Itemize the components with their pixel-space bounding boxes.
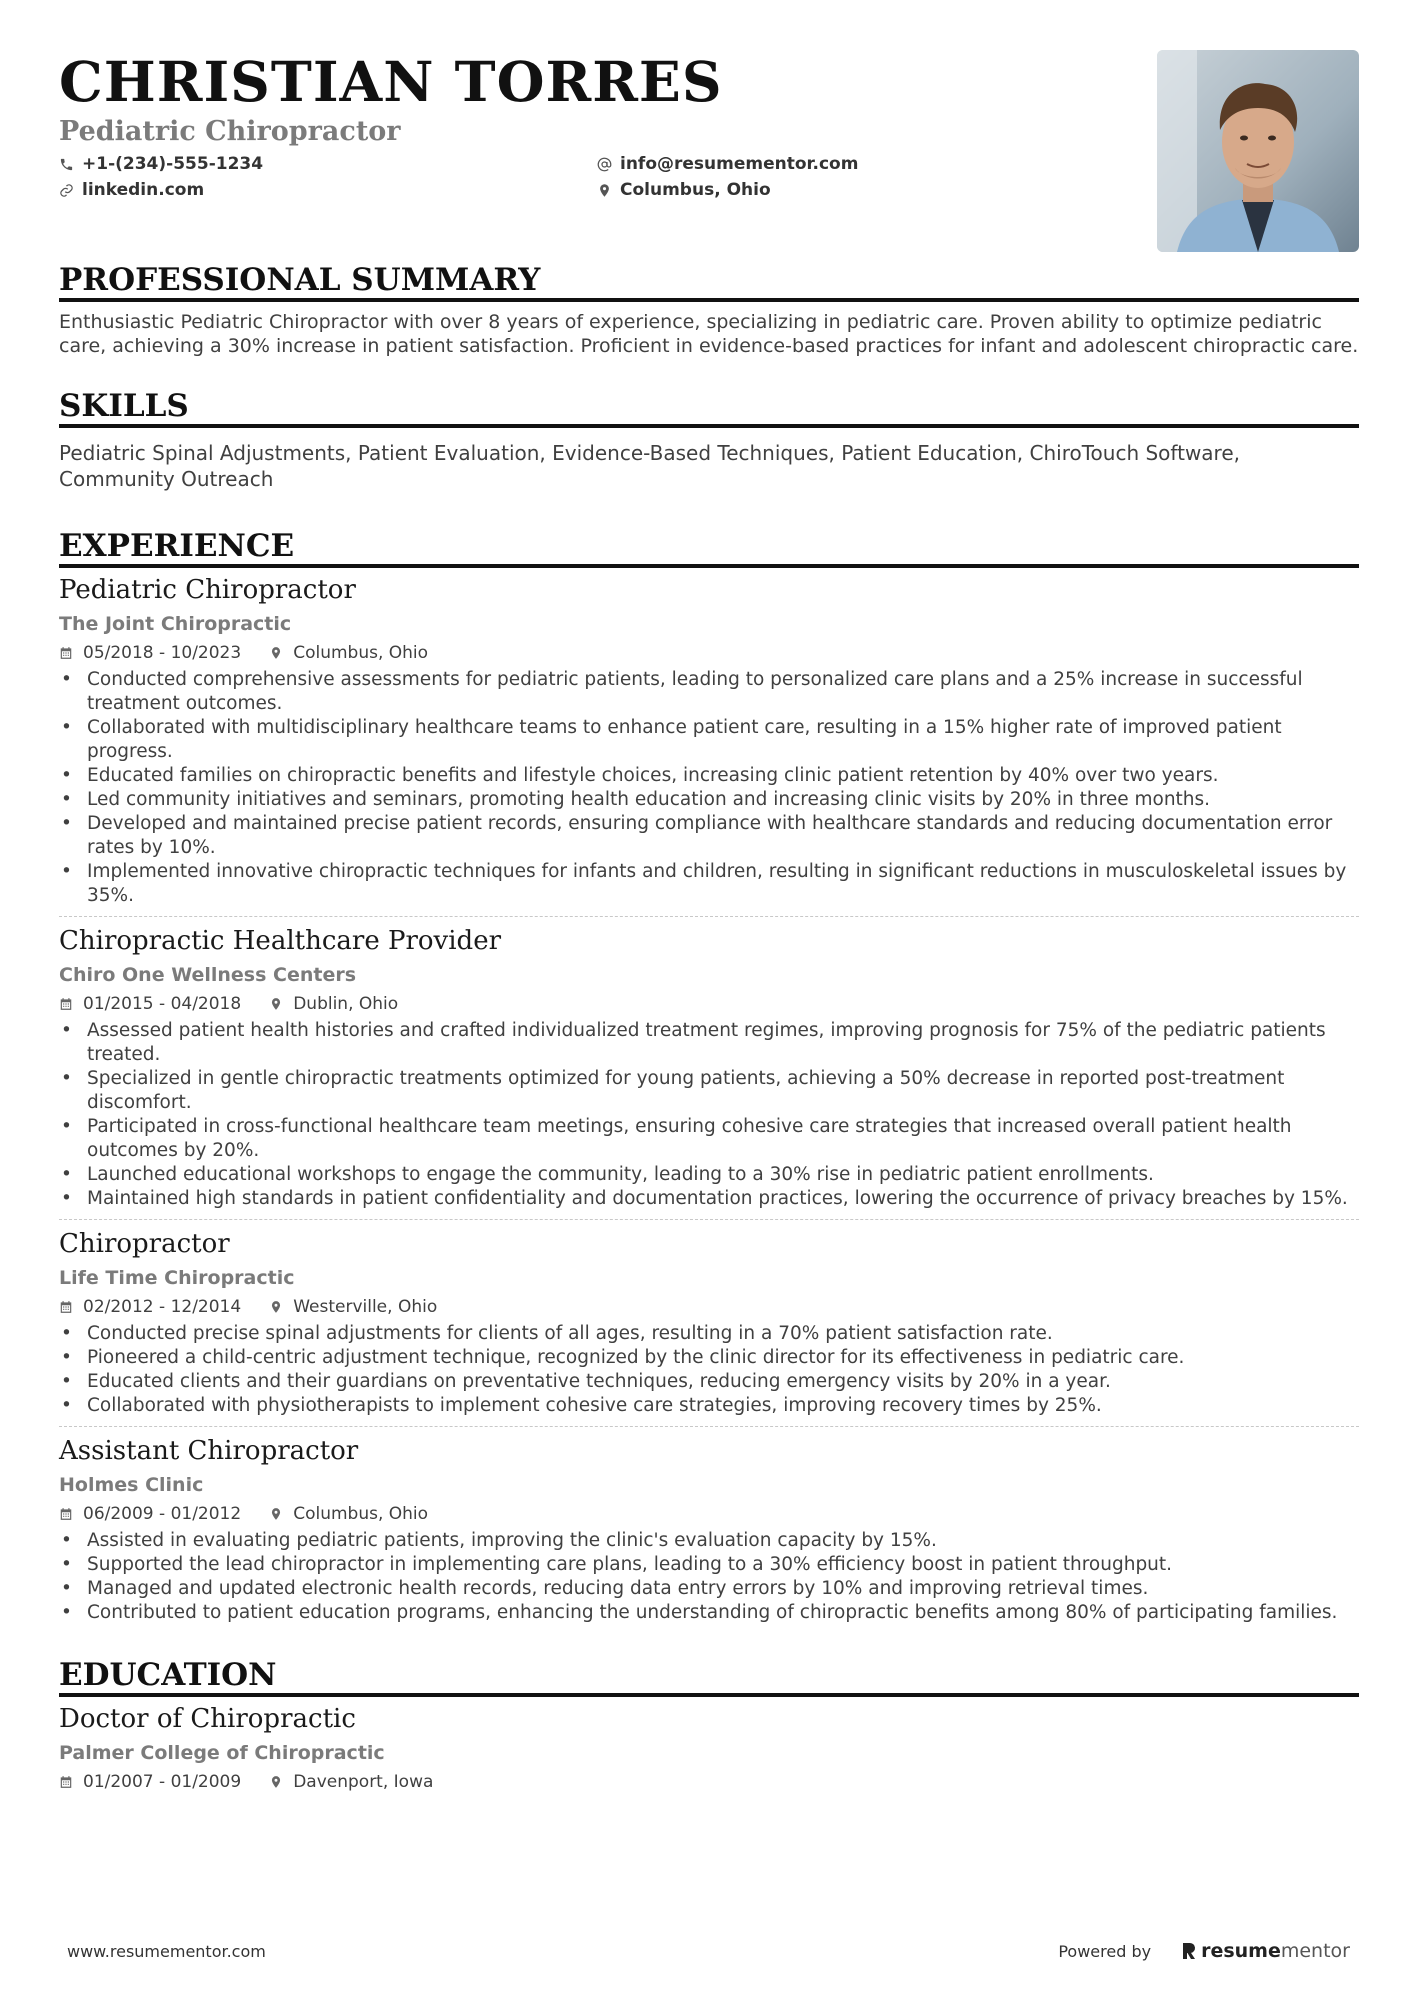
- education-meta: [59, 1771, 1359, 1793]
- job-meta: [59, 1503, 1359, 1525]
- school-name: Palmer College of Chiropractic: [59, 1742, 385, 1764]
- education-heading: EDUCATION: [59, 1657, 1359, 1697]
- contact-email[interactable]: [597, 154, 1047, 174]
- profile-photo: [1157, 50, 1359, 252]
- job-meta: [59, 1296, 1359, 1318]
- list-item: • Supported the lead chiropractor in implementing care plans, leading to a 30% efficiency boost in patient throughput.: [59, 1553, 1359, 1577]
- job-location-text: Westerville, Ohio: [293, 1297, 438, 1317]
- list-item: • Implemented innovative chiropractic techniques for infants and children, resulting in significant reductions in musculoskeletal issues by 35%.: [59, 860, 1359, 908]
- list-item: • Conducted precise spinal adjustments for clients of all ages, resulting in a 70% patient satisfaction rate.: [59, 1322, 1359, 1346]
- list-item: • Collaborated with multidisciplinary healthcare teams to enhance patient care, resulting in a 15% higher rate of improved patient progress.: [59, 716, 1359, 764]
- education-dates: 01/2007 - 01/2009: [83, 1772, 242, 1792]
- job-divider: [59, 1219, 1359, 1220]
- job-bullets: [59, 1529, 1359, 1625]
- contact-phone[interactable]: [59, 154, 597, 174]
- page-footer: [67, 1940, 1350, 1962]
- job-location-text: Columbus, Ohio: [293, 1504, 429, 1524]
- company-name: Chiro One Wellness Centers: [59, 964, 357, 986]
- contact-location: [597, 180, 1047, 200]
- list-item: • Participated in cross-functional healthcare team meetings, ensuring cohesive care strategies that increased overall patient health outcomes by 20%.: [59, 1115, 1359, 1163]
- list-item: • Led community initiatives and seminars, promoting health education and increasing clinic visits by 20% in three months.: [59, 788, 1359, 812]
- job-bullets: [59, 1019, 1359, 1211]
- degree-title: Doctor of Chiropractic: [59, 1704, 356, 1734]
- list-item: • Developed and maintained precise patient records, ensuring compliance with healthcare standards and reducing documentation error rates by 10%.: [59, 812, 1359, 860]
- job-location: [269, 1296, 437, 1318]
- phone-text: +1-(234)-555-1234: [82, 154, 264, 174]
- company-name: Holmes Clinic: [59, 1474, 204, 1496]
- job-meta: [59, 642, 1359, 664]
- job-location: [269, 642, 428, 664]
- calendar-icon: [59, 1300, 73, 1314]
- experience-heading: EXPERIENCE: [59, 528, 1359, 568]
- resume-page: [59, 50, 1359, 1793]
- job-divider: [59, 916, 1359, 917]
- brand-logo[interactable]: [1181, 1940, 1350, 1962]
- list-item: • Managed and updated electronic health records, reducing data entry errors by 10% and improving retrieval times.: [59, 1577, 1359, 1601]
- list-item: • Assisted in evaluating pediatric patients, improving the clinic's evaluation capacity by 15%.: [59, 1529, 1359, 1553]
- map-pin-icon: [269, 1300, 283, 1314]
- brand-light: mentor: [1280, 1940, 1350, 1962]
- calendar-icon: [59, 997, 73, 1011]
- job-divider: [59, 1426, 1359, 1427]
- job-entry: [59, 574, 1359, 908]
- job-title: Assistant Chiropractor: [59, 1436, 359, 1466]
- job-location-text: Dublin, Ohio: [293, 994, 399, 1014]
- job-entry: [59, 1228, 1359, 1418]
- map-pin-icon: [269, 997, 283, 1011]
- job-location: [269, 993, 398, 1015]
- calendar-icon: [59, 1507, 73, 1521]
- footer-branding: [1058, 1940, 1350, 1962]
- list-item: • Educated families on chiropractic benefits and lifestyle choices, increasing clinic patient retention by 40% over two years.: [59, 764, 1359, 788]
- list-item: • Educated clients and their guardians on preventative techniques, reducing emergency visits by 20% in a year.: [59, 1370, 1359, 1394]
- phone-icon: [59, 157, 74, 172]
- list-item: • Conducted comprehensive assessments for pediatric patients, leading to personalized care plans and a 25% increase in successful treatment outcomes.: [59, 668, 1359, 716]
- map-pin-icon: [269, 646, 283, 660]
- list-item: • Maintained high standards in patient confidentiality and documentation practices, lowering the occurrence of privacy breaches by 15%.: [59, 1187, 1359, 1211]
- job-location-text: Columbus, Ohio: [293, 643, 429, 663]
- job-dates: 01/2015 - 04/2018: [83, 994, 242, 1014]
- job-title: Chiropractic Healthcare Provider: [59, 926, 502, 956]
- list-item: • Collaborated with physiotherapists to implement cohesive care strategies, improving recovery times by 25%.: [59, 1394, 1359, 1418]
- resumementor-logo-icon: [1181, 1941, 1197, 1961]
- job-dates: 02/2012 - 12/2014: [83, 1297, 242, 1317]
- list-item: • Pioneered a child-centric adjustment technique, recognized by the clinic director for its effectiveness in pediatric care.: [59, 1346, 1359, 1370]
- brand-bold: resume: [1201, 1940, 1281, 1962]
- education-location-text: Davenport, Iowa: [293, 1772, 434, 1792]
- summary-text: Enthusiastic Pediatric Chiropractor with over 8 years of experience, specializing in pediatric care. Proven ability to optimize pediatric care, achieving a 30% increase in patient satisfaction. Proficient in evidence-based practices for infant and adolescent chiropractic care.: [59, 311, 1359, 357]
- location-text: Columbus, Ohio: [620, 180, 771, 200]
- candidate-name: CHRISTIAN TORRES: [59, 49, 723, 114]
- link-icon: [59, 183, 74, 198]
- map-pin-icon: [269, 1507, 283, 1521]
- education-entry: [59, 1703, 1359, 1793]
- company-name: The Joint Chiropractic: [59, 613, 292, 635]
- job-bullets: [59, 668, 1359, 908]
- list-item: • Launched educational workshops to engage the community, leading to a 30% rise in pediatric patient enrollments.: [59, 1163, 1359, 1187]
- job-entry: [59, 925, 1359, 1211]
- experience-section: [59, 528, 1359, 1625]
- job-title: Pediatric Chiropractor: [59, 575, 356, 605]
- at-icon: [597, 157, 612, 172]
- contact-linkedin[interactable]: [59, 180, 597, 200]
- resume-header: [59, 50, 1359, 260]
- calendar-icon: [59, 646, 73, 660]
- skills-heading: SKILLS: [59, 388, 1359, 428]
- list-item: • Contributed to patient education programs, enhancing the understanding of chiropractic benefits among 80% of participating families.: [59, 1601, 1359, 1625]
- job-bullets: [59, 1322, 1359, 1418]
- job-location: [269, 1503, 428, 1525]
- powered-by-label: Powered by: [1058, 1941, 1152, 1961]
- skills-text: Pediatric Spinal Adjustments, Patient Evaluation, Evidence-Based Techniques, Patient Education, ChiroTouch Software, Community Outreach: [59, 441, 1241, 491]
- linkedin-text: linkedin.com: [82, 180, 205, 200]
- job-dates: 06/2009 - 01/2012: [83, 1504, 242, 1524]
- education-section: [59, 1657, 1359, 1793]
- job-meta: [59, 993, 1359, 1015]
- summary-section: [59, 262, 1359, 358]
- education-location: [269, 1771, 433, 1793]
- list-item: • Specialized in gentle chiropractic treatments optimized for young patients, achieving a 50% decrease in reported post-treatment discomfort.: [59, 1067, 1359, 1115]
- skills-section: [59, 388, 1359, 492]
- company-name: Life Time Chiropractic: [59, 1267, 295, 1289]
- footer-url[interactable]: www.resumementor.com: [67, 1941, 266, 1961]
- map-pin-icon: [597, 183, 612, 198]
- job-entry: [59, 1435, 1359, 1625]
- calendar-icon: [59, 1775, 73, 1789]
- candidate-title: Pediatric Chiropractor: [59, 116, 401, 147]
- map-pin-icon: [269, 1775, 283, 1789]
- email-text: info@resumementor.com: [620, 154, 859, 174]
- summary-heading: PROFESSIONAL SUMMARY: [59, 262, 1359, 302]
- list-item: • Assessed patient health histories and crafted individualized treatment regimes, improving prognosis for 75% of the pediatric patients treated.: [59, 1019, 1359, 1067]
- job-dates: 05/2018 - 10/2023: [83, 643, 242, 663]
- job-title: Chiropractor: [59, 1229, 230, 1259]
